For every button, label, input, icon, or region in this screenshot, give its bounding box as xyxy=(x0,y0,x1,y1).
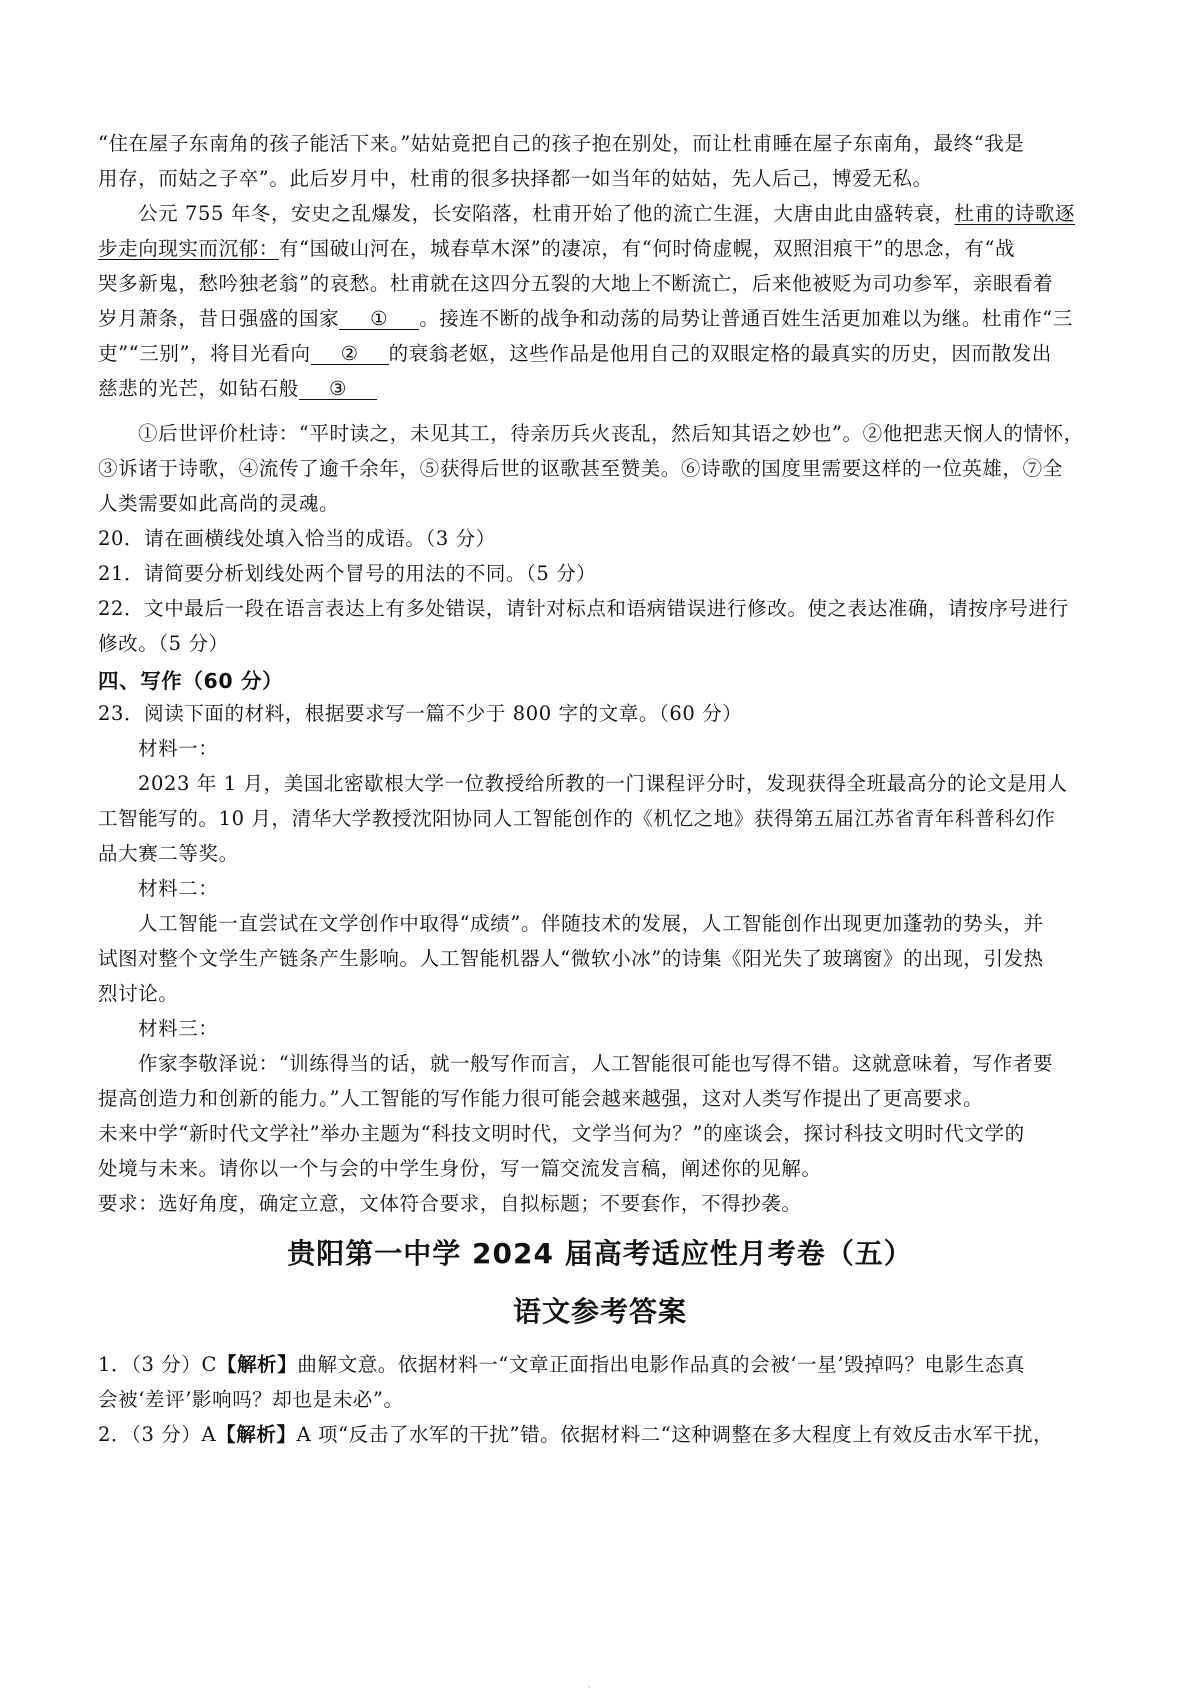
material-1-line2: 工智能写的。10 月，清华大学教授沈阳协同人工智能创作的《机忆之地》获得第五届江苏省青年科普科幻作 xyxy=(98,807,1056,830)
para1-line2: 用存，而姑之子卒”。此后岁月中，杜甫的很多抉择都一如当年的姑姑，先人后己，博爱无私。 xyxy=(98,167,933,190)
para3-line1: ①后世评价杜诗：“平时读之，未见其工，待亲历兵火丧乱，然后知其语之妙也”。②他把悲天悯人的情怀， xyxy=(138,422,1084,445)
para3-line2: ③诉诸于诗歌，④流传了逾千余年，⑤获得后世的讴歌甚至赞美。⑥诗歌的国度里需要这样的一位英雄，⑦全 xyxy=(98,457,1063,480)
section-writing-heading: 四、写作（60 分） xyxy=(98,669,284,693)
answer-blank-3[interactable]: ③ xyxy=(299,378,377,400)
question-23: 23．阅读下面的材料，根据要求写一篇不少于 800 字的文章。（60 分） xyxy=(98,702,743,725)
writing-task-line2: 处境与未来。请你以一个与会的中学生身份，写一篇交流发言稿，阐述你的见解。 xyxy=(98,1157,822,1180)
para2-line2: 步走向现实而沉郁：有“国破山河在，城春草木深”的凄凉，有“何时倚虚幌，双照泪痕干”的思念，有“战 xyxy=(98,237,1016,260)
para3-line3: 人类需要如此高尚的灵魂。 xyxy=(98,492,340,515)
question-21: 21．请简要分析划线处两个冒号的用法的不同。（5 分） xyxy=(98,562,597,585)
para2-line5: 吏”“三别”，将目光看向 ② 的衰翁老妪，这些作品是他用自己的双眼定格的最真实的历史，因而散发出 xyxy=(98,342,1052,365)
writing-requirements: 要求：选好角度，确定立意，文体符合要求，自拟标题；不要套作，不得抄袭。 xyxy=(98,1192,802,1215)
material-2-line2: 试图对整个文学生产链条产生影响。人工智能机器人“微软小冰”的诗集《阳光失了玻璃窗》的出现，引发热 xyxy=(98,947,1044,970)
material-1-label: 材料一： xyxy=(138,737,219,760)
para2-line4: 岁月萧条，昔日强盛的国家 ① 。接连不断的战争和动荡的局势让普通百姓生活更加难以为继。杜甫作“三 xyxy=(98,307,1073,330)
answer-key-subtitle: 语文参考答案 xyxy=(512,1295,687,1328)
question-22-line2: 修改。（5 分） xyxy=(98,632,229,655)
question-22-line1: 22．文中最后一段在语言表达上有多处错误，请针对标点和语病错误进行修改。使之表达准确，请按序号进行 xyxy=(98,597,1069,620)
answer-1-line2: 会被‘差评’影响吗？却也是未必”。 xyxy=(98,1388,404,1411)
question-20: 20．请在画横线处填入恰当的成语。（3 分） xyxy=(98,527,496,550)
writing-task-line1: 未来中学“新时代文学社”举办主题为“科技文明时代，文学当何为？”的座谈会，探讨科技文明时代文学的 xyxy=(98,1122,1025,1145)
para2-line3: 哭多新鬼，愁吟独老翁”的哀愁。杜甫就在这四分五裂的大地上不断流亡，后来他被贬为司功参军，亲眼看着 xyxy=(98,272,1054,295)
material-3-label: 材料三： xyxy=(138,1017,219,1040)
answer-blank-2[interactable]: ② xyxy=(311,343,389,365)
para2-line6: 慈悲的光芒，如钻石般 ③ xyxy=(98,373,377,401)
footer-mark: · xyxy=(588,1683,592,1693)
material-3-line1: 作家李敬泽说：“训练得当的话，就一般写作而言，人工智能很可能也写得不错。这就意味着，写作者要 xyxy=(138,1052,1054,1075)
material-2-line1: 人工智能一直尝试在文学创作中取得“成绩”。伴随技术的发展，人工智能创作出现更加蓬勃的势头，并 xyxy=(138,912,1044,935)
material-1-line3: 品大赛二等奖。 xyxy=(98,842,239,865)
answer-1-line1: 1．（3 分）C【解析】曲解文意。依据材料一“文章正面指出电影作品真的会被‘一星’毁掉吗？电影生态真 xyxy=(98,1353,1026,1376)
answer-2-line1: 2．（3 分）A【解析】A 项“反击了水军的干扰”错。依据材料二“这种调整在多大程度上有效反击水军干扰， xyxy=(98,1423,1054,1446)
material-2-line3: 烈讨论。 xyxy=(98,982,179,1005)
underlined-text: 杜甫的诗歌逐 xyxy=(954,202,1076,225)
para1-line1: “住在屋子东南角的孩子能活下来。”姑姑竟把自己的孩子抱在别处，而让杜甫睡在屋子东南角，最终“我是 xyxy=(98,132,1025,155)
underlined-text: 步走向现实而沉郁： xyxy=(98,237,279,260)
material-1-line1: 2023 年 1 月，美国北密歇根大学一位教授给所教的一门课程评分时，发现获得全班最高分的论文是用人 xyxy=(138,772,1068,795)
answer-key-title: 贵阳第一中学 2024 届高考适应性月考卷（五） xyxy=(287,1237,913,1270)
para2-line1: 公元 755 年冬，安史之乱爆发，长安陷落，杜甫开始了他的流亡生涯，大唐由此由盛转衰，杜甫的诗歌逐 xyxy=(138,202,1076,225)
material-3-line2: 提高创造力和创新的能力。”人工智能的写作能力很可能会越来越强，这对人类写作提出了更高要求。 xyxy=(98,1087,984,1110)
material-2-label: 材料二： xyxy=(138,877,219,900)
answer-blank-1[interactable]: ① xyxy=(339,308,419,330)
